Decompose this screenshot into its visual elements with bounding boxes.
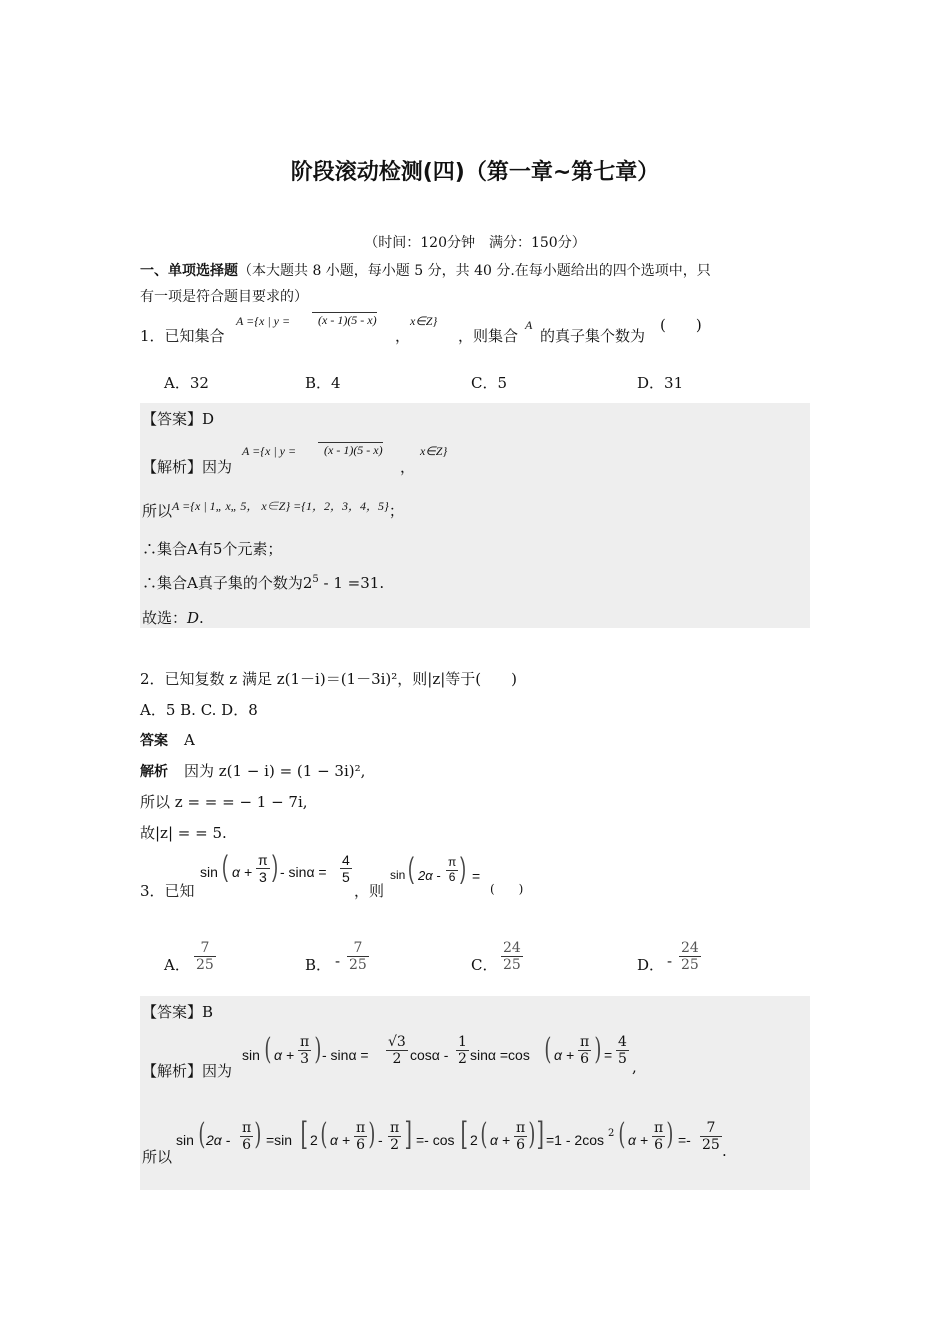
q3-a1-alpha2: α + xyxy=(554,1047,575,1063)
q1-root: (x - 1)(5 - x) xyxy=(312,312,377,328)
q3-a1-alpha: α + xyxy=(274,1047,295,1063)
q2-options: A．5 B. C. D．8 xyxy=(140,701,258,719)
q2-analysis-label: 解析 xyxy=(140,764,168,780)
q3-a1-frac-sqrt3: $\frac{√3}{2}$ xyxy=(388,1034,406,1068)
q3-a2-alpha2: α + xyxy=(490,1132,511,1148)
q1-set-a: A xyxy=(525,318,533,332)
q2-analysis-line1 xyxy=(140,760,365,781)
page-title: 阶段滚动检测(四)（第一章~第七章） xyxy=(290,160,660,185)
q3-a1-cos-minus: cosα - xyxy=(410,1047,449,1063)
q3-a2-alpha: α + xyxy=(330,1132,351,1148)
q3-a2-frac-pi6c: $\frac{\pi}{6}$ xyxy=(516,1120,526,1154)
exam-info: （时间：120分钟 满分：150分） xyxy=(364,235,586,251)
q1-set-def: A ={x | y = xyxy=(236,314,291,328)
q3-analysis-line2: 所以 sin ( 2α - $\frac{\pi}{6}$ ) =sin [ 2 ( α + $\frac{\pi}{6}$ ) - $\frac{\pi}{2}$ ] =- cos [ 2 ( α + $\frac{\pi}{6}$ ) ] =1 - 2cos 2 ( α + $\frac{\pi}{6}$ ) =- $\frac{7}{25}$ . xyxy=(142,1115,727,1166)
q3-frac-pi6: $\frac{\pi}{6}$ xyxy=(448,855,457,884)
q2-analysis-line3: 故|z| = = 5. xyxy=(140,824,227,842)
q1-x-in-z: x∈Z} xyxy=(410,314,438,328)
section-desc-line2: 有一项是符合题目要求的） xyxy=(140,289,308,305)
q1-analysis-line2 xyxy=(142,500,404,524)
q3-a1-frac-half: $\frac{1}{2}$ xyxy=(458,1034,467,1068)
q3-prefix: 3．已知 xyxy=(140,882,195,900)
q1-suffix: 的真子集个数为 xyxy=(540,327,646,345)
q1-analysis-root: (x - 1)(5 - x) xyxy=(318,442,383,458)
section-desc-line1: （本大题共 8 小题，每小题 5 分，共 40 分.在每小题给出的四个选项中，只 xyxy=(238,263,711,279)
q3-a2-sin: sin xyxy=(176,1132,194,1148)
q1-paren: ( ) xyxy=(660,316,702,334)
q1-option-d: D．31 xyxy=(637,374,684,392)
q1-line5-end: . xyxy=(199,609,204,627)
q3-analysis-label: 【解析】因为 xyxy=(142,1062,233,1080)
q1-line5-choice: D xyxy=(187,609,200,627)
q3-alpha-plus: α + xyxy=(232,864,253,880)
q1-analysis-set-def: A ={x | y = xyxy=(242,444,297,458)
q3-a2-eq-minus-cos: =- cos xyxy=(416,1132,455,1148)
q3-a1-sin-eq-cos: sinα =cos xyxy=(470,1047,530,1063)
q1-option-c: C．5 xyxy=(471,374,508,392)
q3-a2-cos-exp: 2 xyxy=(608,1128,615,1139)
q3-a2-period: . xyxy=(722,1142,727,1160)
q1-analysis-line3: ∴集合A有5个元素； xyxy=(142,540,283,558)
q3-so: 所以 xyxy=(142,1148,173,1166)
q3-a2-frac-pi6d: $\frac{\pi}{6}$ xyxy=(654,1120,664,1154)
q3-answer: 【答案】B xyxy=(142,1003,214,1021)
q3-a1-frac-45: $\frac{4}{5}$ xyxy=(618,1034,627,1068)
q1-analysis-line4 xyxy=(142,572,384,593)
q3-a2-eq-one-minus: =1 - 2cos xyxy=(546,1132,604,1148)
q1-line4-end: - 1 =31. xyxy=(318,574,385,592)
section-heading xyxy=(140,260,711,280)
q3-frac-pi3: $\frac{\pi}{3}$ xyxy=(258,852,268,886)
q3-ze: ，则 xyxy=(354,882,385,900)
q3-a1-sin: sin xyxy=(242,1047,260,1063)
q3-a1-frac-pi6: $\frac{\pi}{6}$ xyxy=(580,1034,590,1068)
q3-a2-frac-pi6: $\frac{\pi}{6}$ xyxy=(242,1120,252,1154)
q1-answer: 【答案】D xyxy=(142,410,215,428)
q3-a1-frac-pi3: $\frac{\pi}{3}$ xyxy=(300,1034,310,1068)
q3-a1-comma: , xyxy=(632,1058,637,1076)
q1-line4: ∴集合A真子集的个数为2 xyxy=(142,574,313,592)
question-2-stem: 2．已知复数 z 满足 z(1－i)＝(1－3i)²，则|z|等于( ) xyxy=(140,670,518,688)
q3-a2-frac-pi2: $\frac{\pi}{2}$ xyxy=(390,1120,400,1154)
q2-analysis-text: 因为 z(1 − i) = (1 − 3i)², xyxy=(184,762,366,780)
q1-analysis-line1: 【解析】因为 A ={x | y = (x - 1)(5 - x) ， x∈Z} xyxy=(142,443,448,476)
q1-analysis-line5 xyxy=(142,607,204,628)
q2-answer xyxy=(140,730,195,750)
section-header: 一、单项选择题 xyxy=(140,263,238,279)
q1-option-a: A．32 xyxy=(164,374,209,392)
q1-analysis-label: 【解析】因为 xyxy=(142,458,233,476)
q3-a2-eq-minus: =- xyxy=(678,1132,691,1148)
q1-middle: ，则集合 xyxy=(458,327,519,345)
q3-two-alpha: 2α - xyxy=(418,868,441,883)
q3-sin-1: sin xyxy=(200,864,218,880)
q3-frac-45: $\frac{4}{5}$ xyxy=(342,852,350,886)
q3-equals: = xyxy=(472,868,481,884)
q1-line2-prefix: 所以 xyxy=(142,502,173,520)
q1-line2-set: A ={x | 1„ x„ 5， x∈Z} ={1，2，3，4，5} xyxy=(172,499,389,513)
q2-answer-label: 答案 xyxy=(140,733,168,749)
q3-a2-two-alpha: 2α - xyxy=(206,1132,231,1148)
q1-analysis-x-in-z: x∈Z} xyxy=(420,444,448,458)
q1-line2-end: ； xyxy=(388,502,404,520)
q3-a2-frac-725: $\frac{7}{25}$ xyxy=(702,1120,720,1154)
q3-a2-frac-pi6b: $\frac{\pi}{6}$ xyxy=(356,1120,366,1154)
q1-prefix: 1．已知集合 xyxy=(140,327,225,345)
q1-line5-prefix: 故选： xyxy=(142,609,188,627)
q3-a1-eq: = xyxy=(604,1047,613,1063)
q2-analysis-line2: 所以 z = = = − 1 − 7i, xyxy=(140,793,308,811)
q3-analysis-line1: 【解析】因为 sin ( α + $\frac{\pi}{3}$ ) - sinα = $\frac{√3}{2}$ cosα - $\frac{1}{2}$ sinα =cos ( α + $\frac{\pi}{6}$ ) = $\frac{4}{5}$ , xyxy=(142,1032,637,1080)
q3-a2-eq-sin: =sin xyxy=(266,1132,293,1148)
q1-line4-exp: 5 xyxy=(312,574,319,585)
q3-a2-alpha3: α + xyxy=(628,1132,649,1148)
q3-a1-minus-sin: - sinα = xyxy=(322,1047,369,1063)
q3-minus-sin: - sinα = xyxy=(280,864,327,880)
question-3-stem: 3．已知 sin ( α + $\frac{\pi}{3}$ ) - sinα = $\frac{4}{5}$ ，则 sin ( 2α - $\frac{\pi}{6}$ ) = ( ) xyxy=(140,850,524,900)
q3-sin-2: sin xyxy=(390,868,406,882)
q2-answer-value: A xyxy=(184,731,195,749)
q1-option-b: B．4 xyxy=(305,374,341,392)
q3-paren: ( ) xyxy=(490,882,524,896)
